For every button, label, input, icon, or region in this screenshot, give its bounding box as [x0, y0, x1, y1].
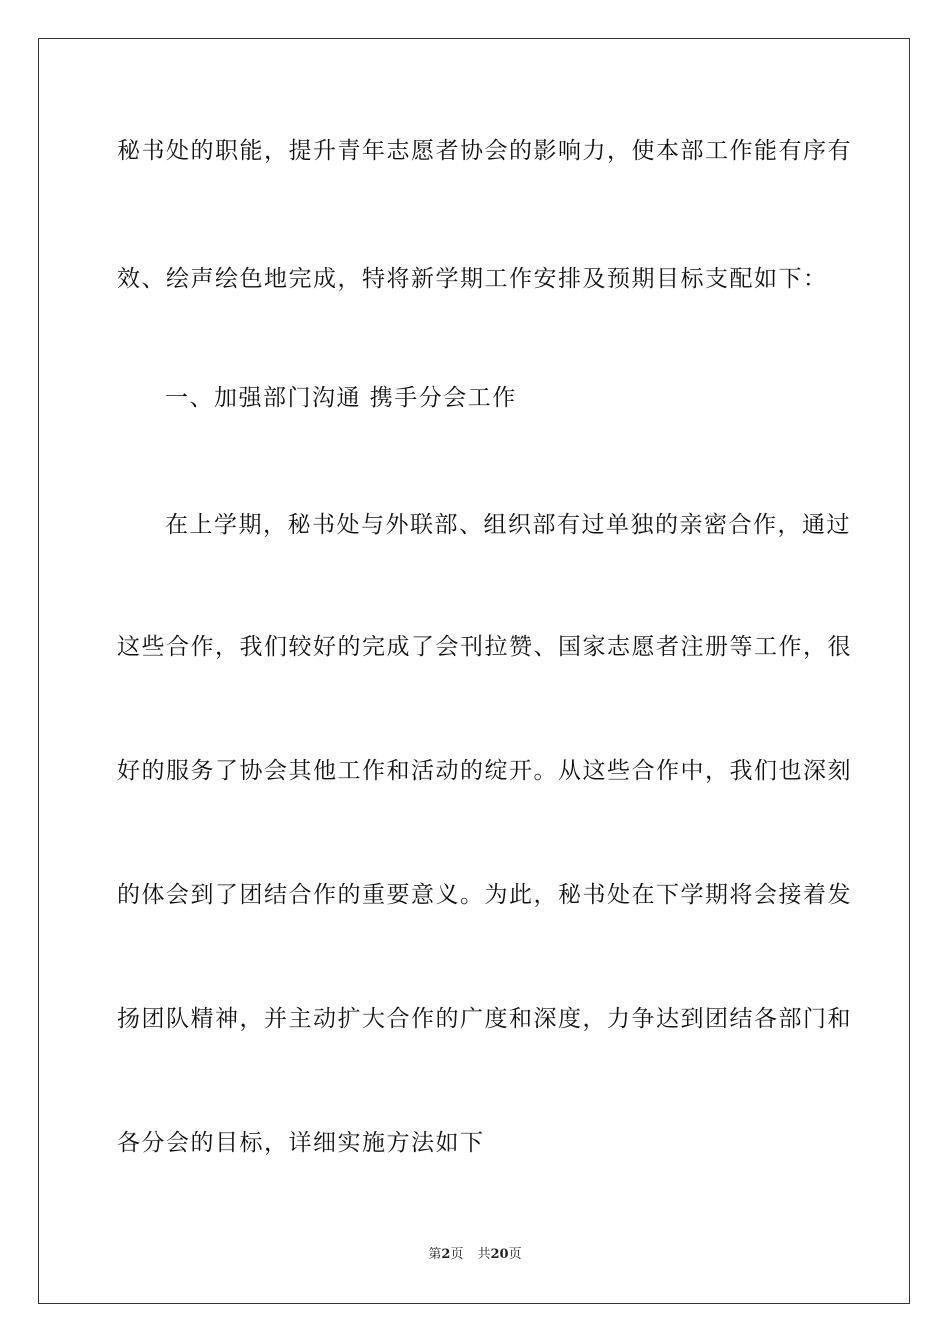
body-text-line-8: 各分会的目标，详细实施方法如下	[117, 1130, 485, 1156]
page-prefix: 第	[428, 1247, 442, 1262]
body-text-line-3: 在上学期，秘书处与外联部、组织部有过单独的亲密合作，通过	[165, 512, 851, 538]
page-footer	[0, 1246, 950, 1264]
body-text-line-1: 秘书处的职能，提升青年志愿者协会的影响力，使本部工作能有序有	[117, 138, 852, 164]
body-text-line-7: 扬团队精神，并主动扩大合作的广度和深度，力争达到团结各部门和	[117, 1006, 852, 1032]
total-suffix: 页	[508, 1247, 522, 1262]
body-text-line-5: 好的服务了协会其他工作和活动的绽开。从这些合作中，我们也深刻	[117, 758, 852, 784]
page-suffix: 页	[450, 1247, 464, 1262]
body-text-line-2: 效、绘声绘色地完成，特将新学期工作安排及预期目标支配如下：	[117, 266, 828, 292]
total-pages: 20	[490, 1247, 509, 1262]
page-border	[38, 38, 910, 1304]
total-prefix: 共	[477, 1247, 491, 1262]
body-text-line-4: 这些合作，我们较好的完成了会刊拉赞、国家志愿者注册等工作，很	[117, 634, 852, 660]
section-heading-1: 一、加强部门沟通 携手分会工作	[165, 385, 517, 411]
page-number: 2	[441, 1247, 451, 1262]
body-text-line-6: 的体会到了团结合作的重要意义。为此，秘书处在下学期将会接着发	[117, 882, 852, 908]
